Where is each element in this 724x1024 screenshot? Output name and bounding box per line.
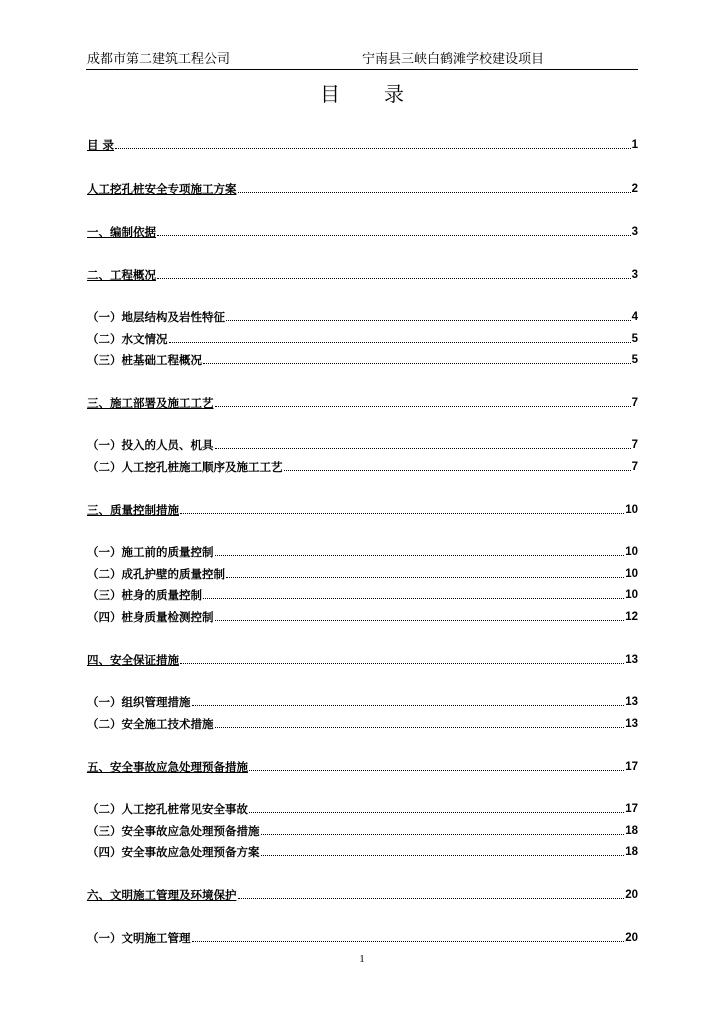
toc-entry[interactable] [87,223,638,239]
toc-entry[interactable] [87,608,638,624]
toc-dot-leader [226,577,624,578]
toc-entry[interactable] [87,351,638,367]
toc-entry-page: 20 [625,889,638,901]
toc-entry-page: 17 [625,761,638,773]
toc-entry-label: （三）桩基础工程概况 [87,353,202,367]
toc-entry[interactable] [87,586,638,602]
toc-entry-label: 目 录 [87,138,115,152]
toc-dot-leader [249,812,624,813]
toc-entry-page: 7 [631,461,638,473]
toc-entry[interactable] [87,693,638,709]
toc-entry-page: 7 [631,439,638,451]
toc-dot-leader [238,898,625,899]
toc-entry[interactable] [87,929,638,945]
toc-entry[interactable] [87,800,638,816]
toc-entry[interactable] [87,543,638,559]
toc-entry-label: 六、文明施工管理及环境保护 [87,888,237,902]
toc-entry-label: 三、质量控制措施 [87,503,179,517]
toc-dot-leader [157,278,631,279]
header-project: 宁南县三峡白鹤滩学校建设项目 [362,52,545,67]
toc-entry-page: 5 [631,354,638,366]
toc-entry[interactable] [87,308,638,324]
toc-entry[interactable] [87,501,638,517]
toc-entry-page: 1 [631,139,638,151]
toc-entry-label: （二）人工挖孔桩施工顺序及施工工艺 [87,460,283,474]
toc-entry-label: 四、安全保证措施 [87,653,179,667]
toc-entry[interactable] [87,886,638,902]
toc-entry-page: 5 [631,333,638,345]
toc-entry[interactable] [87,843,638,859]
toc-entry-label: （一）地层结构及岩性特征 [87,310,225,324]
title-char-2: 录 [384,82,404,106]
toc-dot-leader [261,834,625,835]
toc-entry-label: （一）施工前的质量控制 [87,545,214,559]
toc-entry-page: 12 [625,611,638,623]
toc-entry[interactable] [87,330,638,346]
toc-dot-leader [238,192,631,193]
toc-entry-page: 10 [625,589,638,601]
toc-entry-label: 二、工程概况 [87,268,156,282]
toc-entry-label: 一、编制依据 [87,225,156,239]
toc-entry-label: 五、安全事故应急处理预备措施 [87,760,248,774]
toc-entry-label: （三）桩身的质量控制 [87,588,202,602]
toc-entry-page: 13 [625,654,638,666]
toc-entry[interactable] [87,180,638,196]
toc-dot-leader [203,598,624,599]
toc-entry-label: （二）人工挖孔桩常见安全事故 [87,802,248,816]
toc-dot-leader [226,320,631,321]
toc-entry[interactable] [87,715,638,731]
toc-dot-leader [180,513,624,514]
toc-dot-leader [284,470,631,471]
toc-entry-page: 10 [625,546,638,558]
toc-entry-label: （一）组织管理措施 [87,695,191,709]
toc-entry-page: 10 [625,504,638,516]
toc-entry[interactable] [87,651,638,667]
toc-entry-page: 20 [625,932,638,944]
table-of-contents [87,0,638,1024]
toc-dot-leader [192,705,625,706]
toc-entry-label: 人工挖孔桩安全专项施工方案 [87,182,237,196]
toc-entry-label: （二）安全施工技术措施 [87,717,214,731]
toc-entry-label: 三、施工部署及施工工艺 [87,396,214,410]
toc-entry[interactable] [87,136,638,152]
toc-entry-page: 3 [631,226,638,238]
toc-entry-label: （一）投入的人员、机具 [87,438,214,452]
toc-dot-leader [215,406,631,407]
toc-entry-page: 13 [625,696,638,708]
toc-entry-label: （四）桩身质量检测控制 [87,610,214,624]
toc-entry-label: （三）安全事故应急处理预备措施 [87,824,260,838]
toc-entry-page: 2 [631,183,638,195]
toc-dot-leader [192,941,625,942]
toc-entry[interactable] [87,436,638,452]
toc-entry[interactable] [87,822,638,838]
toc-entry[interactable] [87,394,638,410]
toc-entry-page: 4 [631,311,638,323]
toc-entry-page: 10 [625,568,638,580]
toc-entry[interactable] [87,266,638,282]
toc-dot-leader [115,148,631,149]
toc-entry-label: （四）安全事故应急处理预备方案 [87,845,260,859]
toc-entry[interactable] [87,458,638,474]
toc-dot-leader [180,663,624,664]
toc-entry-page: 7 [631,397,638,409]
toc-dot-leader [215,727,625,728]
title-char-1: 目 [320,82,340,106]
toc-dot-leader [203,363,631,364]
toc-entry-label: （二）成孔护壁的质量控制 [87,567,225,581]
toc-entry-page: 17 [625,803,638,815]
toc-dot-leader [157,235,631,236]
toc-entry[interactable] [87,758,638,774]
toc-entry[interactable] [87,565,638,581]
toc-dot-leader [215,448,631,449]
toc-entry-label: （二）水文情况 [87,332,168,346]
toc-entry-page: 13 [625,718,638,730]
toc-dot-leader [215,555,625,556]
toc-entry-label: （一）文明施工管理 [87,931,191,945]
toc-entry-page: 18 [625,846,638,858]
header-company: 成都市第二建筑工程公司 [87,52,231,67]
toc-entry-page: 3 [631,269,638,281]
toc-entry-page: 18 [625,825,638,837]
toc-dot-leader [215,620,625,621]
toc-dot-leader [249,770,624,771]
toc-dot-leader [261,855,625,856]
toc-dot-leader [169,342,631,343]
page-number: 1 [359,953,365,965]
